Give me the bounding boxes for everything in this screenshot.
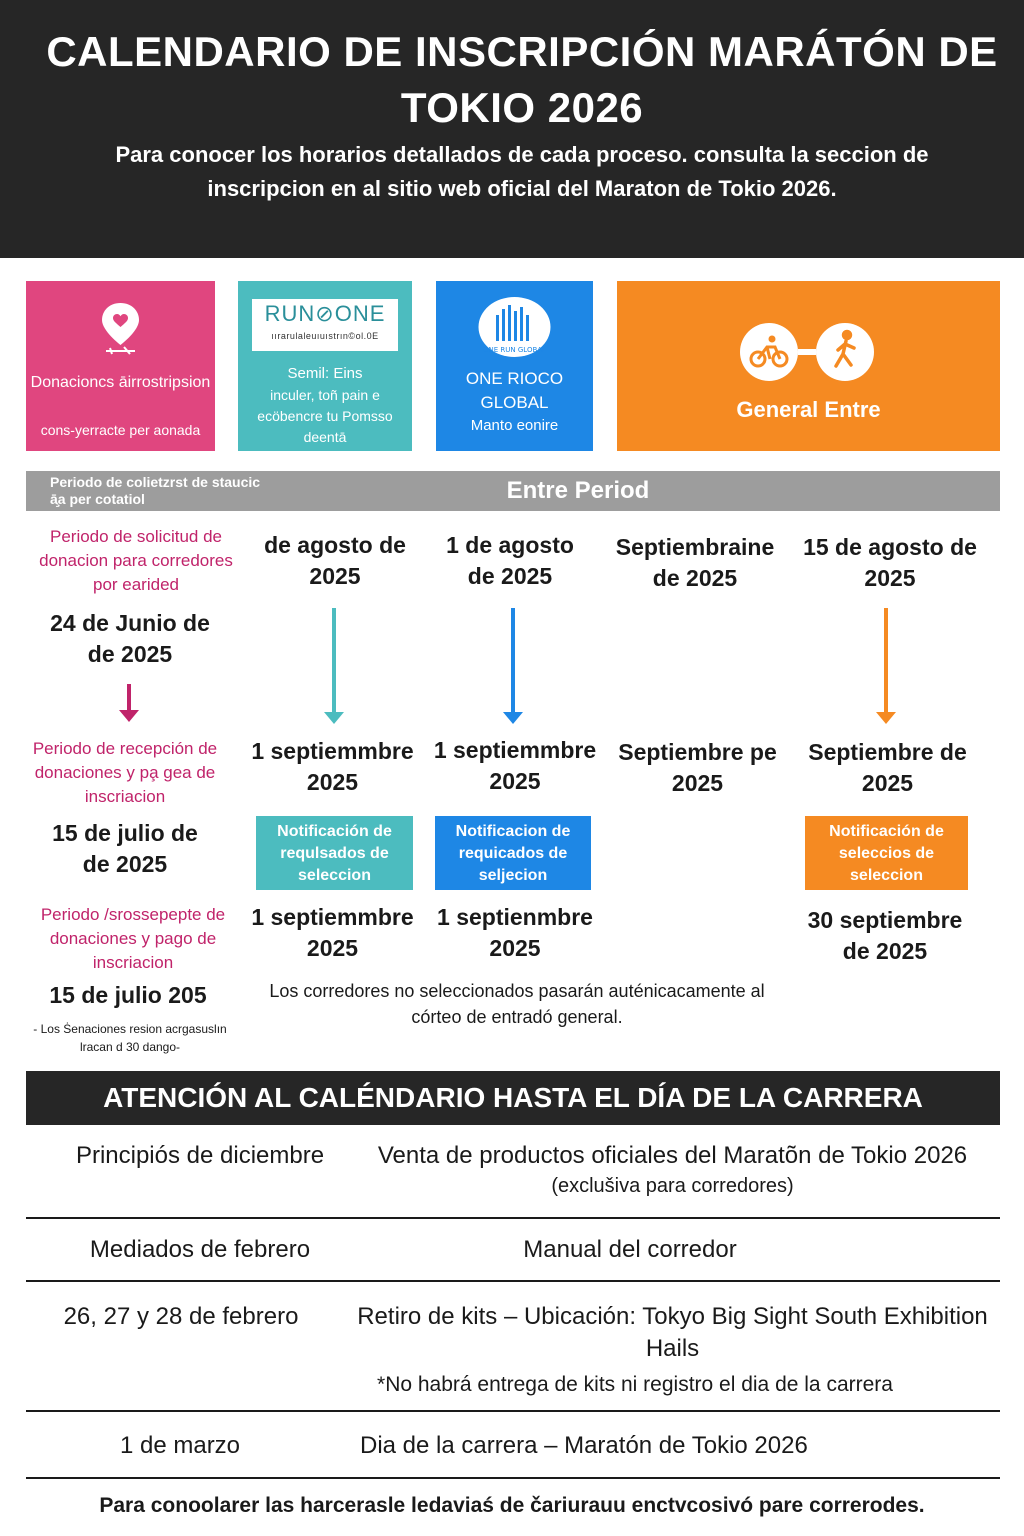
period-bar-left-label: Periodo de colietzrst de stauciс ā̧a per cotatiol: [50, 474, 261, 507]
category-card-one-run-global: [436, 281, 593, 451]
divider: [26, 1410, 1000, 1412]
col2-notification: Notificación de requlsados de seleccion: [256, 816, 413, 890]
donation-step1-label: Periodo de solicitud de donacion para corredores por earided: [39, 527, 233, 594]
category-card-general-entry: [617, 281, 1000, 451]
donation-step1-date: 24 de Junio de de 2025: [50, 610, 210, 667]
footer-note: Para conoolarer las harcerasle ledaviaś de čariurauu enctvcosivó pare correrodes.: [99, 1494, 925, 1517]
svg-text:ONE RUN GLOBAL: ONE RUN GLOBAL: [483, 346, 546, 354]
donation-step2-label: Periodo de recepción de donaciones y pa̧ gea de inscriacion: [32, 739, 218, 806]
attention-row-desc: Retiro de kits – Ubicación: Tokyo Big Sight South Exhibition Hails: [357, 1303, 988, 1362]
down-arrow-icon: [511, 608, 515, 712]
col3-end-date: 1 septiemmbre 2025: [433, 737, 597, 794]
card-name: Semil: Eins: [287, 365, 363, 382]
page-subtitle: Para conocer los horarios detallados de cada proceso. consulta la seccion de inscripcion en al sitio web oficial del Maraton de Tokio 2026.: [115, 142, 929, 201]
col5-notification-date: 30 septiembre de 2025: [807, 907, 963, 964]
donation-step3-label: Periodo /srossepepte de donaciones y pago de inscriacion: [40, 905, 226, 972]
attention-row-date: 1 de marzo: [119, 1432, 241, 1459]
attention-title: ATENCIÓN AL CALÉNDARIO HASTA EL DÍA DE LA CARRERA: [26, 1071, 1000, 1125]
down-arrow-icon: [884, 608, 888, 712]
attention-row-desc: Dia de la carrera – Maratón de Tokio 2026: [360, 1432, 808, 1459]
not-selected-note: Los corredores no seleccionados pasarán auténicacamente al córteo de entradó general.: [269, 981, 765, 1027]
card-desc: cons-yerracte per aonada: [40, 422, 201, 438]
col3-start-date: 1 de agosto de 2025: [446, 532, 574, 589]
card-name: ONE RIOCO GLOBAL: [465, 369, 564, 412]
card-name: Donacioncs āirrostripsion: [30, 374, 211, 391]
period-bar: [26, 471, 1000, 511]
divider: [26, 1217, 1000, 1219]
col2-notification-date: 1 septiemmbre 2025: [251, 904, 414, 961]
donation-step3-note: - Los Ṡenaciones resion acrgasuslın lracan d 30 dango-: [33, 1022, 227, 1054]
header-banner: [0, 0, 1024, 258]
attention-row-desc: Venta de productos oficiales del Maratõn de Tokio 2026: [377, 1142, 968, 1169]
col5-notification: Notificación de seleccios de seleccion: [805, 816, 968, 890]
col2-end-date: 1 septiemmbre 2025: [251, 738, 414, 795]
attention-row-date: Mediados de febrero: [89, 1236, 311, 1263]
period-bar-center-label: Entre Period: [506, 477, 650, 504]
heart-pin-icon: [26, 299, 215, 360]
divider: [26, 1477, 1000, 1479]
col3-notification: Notificacion de requicados de seljecion: [435, 816, 591, 890]
category-card-run-as-one: [238, 281, 412, 451]
card-name: General Entre: [736, 397, 881, 422]
col4-end-date: Septiembre pe 2025: [618, 739, 777, 796]
col3-notification-date: 1 septienmbre 2025: [437, 904, 593, 961]
down-arrow-icon: [127, 684, 131, 710]
down-arrow-icon: [332, 608, 336, 712]
divider: [26, 1280, 1000, 1282]
donation-step2-date: 15 de julio de de 2025: [52, 820, 198, 877]
cyclist-runner-icon: [617, 321, 1000, 388]
attention-row-date: Principiós de diciembre: [75, 1142, 325, 1169]
card-desc: inculer, toñ pain e ecöbencre tu Pomsso deentā: [257, 387, 393, 445]
global-logo-icon: [436, 295, 593, 364]
run-as-one-logo: RUN⊘ONE ıırarulaleuıuıstrın©ol.0E: [250, 297, 400, 353]
col4-start-date: Septiembraine de 2025: [615, 534, 775, 591]
attention-row-sub: (exclušiva para corredores): [551, 1175, 794, 1197]
page-title: CALENDARIO DE INSCRIPCIÓN MARÁTÓN DE TOKIO 2026: [46, 28, 998, 131]
attention-row-desc: Manual del corredor: [523, 1236, 737, 1263]
card-desc: Manto eonire: [470, 417, 559, 434]
col5-end-date: Septiembre de 2025: [808, 739, 967, 796]
donation-step3-date: 15 de julio 205: [49, 982, 207, 1008]
category-card-donation: [26, 281, 215, 451]
col5-start-date: 15 de agosto de 2025: [803, 534, 977, 591]
attention-row-sub: *No habrá entrega de kits ni registro el dia de la carrera: [377, 1373, 893, 1396]
attention-row-date: 26, 27 y 28 de febrero: [63, 1303, 299, 1330]
col2-start-date: de agosto de 2025: [264, 532, 406, 589]
